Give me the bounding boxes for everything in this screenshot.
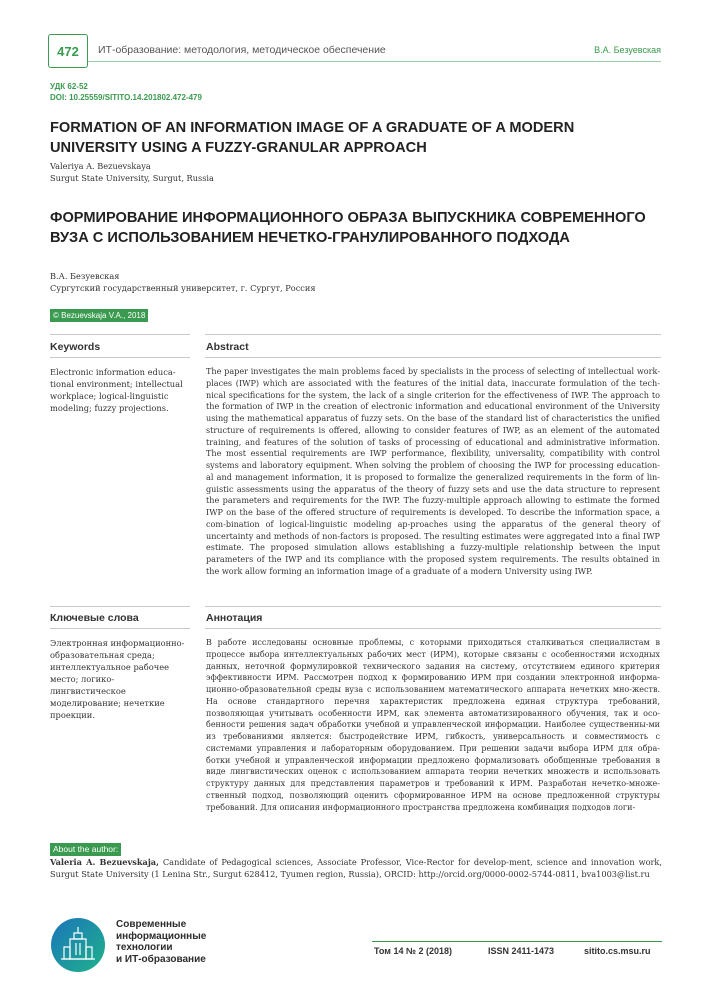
keywords-ru-text: Электронная информационно-образовательная среда; интеллектуальное рабочее место; логико-лингвистическое моделирование; нечеткие проекции. [50, 638, 185, 720]
annotation-heading: Аннотация [206, 612, 263, 624]
abstract-rule-top [205, 334, 661, 335]
copyright-badge: © Bezuevskaja V.A., 2018 [50, 309, 148, 322]
title-russian: ФОРМИРОВАНИЕ ИНФОРМАЦИОННОГО ОБРАЗА ВЫПУСКНИКА СОВРЕМЕННОГО ВУЗА С ИСПОЛЬЗОВАНИЕМ НЕЧЕТКО-ГРАНУЛИРОВАННОГО ПОДХОДА [50, 210, 646, 246]
page-number-badge: 472 [48, 34, 88, 68]
about-author-name: Valeria A. Bezuevskaja, [50, 857, 159, 867]
abstract-text: The paper investigates the main problems faced by specialists in the process of selecting of intellectual work-places (IWP) which are associated with the features of the initial data, inaccurate formulation of the tech-nical specifications for the system, the lack of a single criterion for the effectiveness of IWP. The approach to the formation of IWP in the creation of electronic information and educational environment of the University using the mathematical apparatus of fuzzy sets. On the base of the standard list of characteristics the unified structure of requirements is offered, allowing to consider features of IWP, as an element of the automated training, and features of the solution of tasks of processing of educational and administrative information. The most essential requirements are IWP performance, flexibility, universality, compatibility with control systems and laboratory equipment. When solving the problem of choosing the IWP for processing education-al and management information, it is proposed to formalize the generalized requirements in the form of lin-guistic assessments using the apparatus of the theory of fuzzy sets and use the data structure to represent the parameters and requirements for the IWP. The fuzzy-multiple approach allowing to estimate the formed IWP on the base of the offered structure of requirements is developed. To describe the information space, a com-bination of logical-linguistic modeling ap-proaches using the apparatus of the general theory of uncertainty and methods of non-factors is proposed. The resulting estimates were aggregated into a final IWP estimate. The proposed simulation allows establishing a fuzzy-multiple relationship between the input parameters of the IWP and its compliance with the proposed system requirements. The results obtained in the work allow forming an information image of a graduate of a modern University using IWP. [206, 366, 660, 576]
affiliation-russian: Сургутский государственный университет, г. Сургут, Россия [50, 283, 316, 293]
about-author-label: About the author: [50, 843, 121, 856]
byline-russian [50, 270, 316, 294]
keywords-text: Electronic information educa-tional environment; intellectual workplace; logical-linguistic modeling; fuzzy projections. [50, 367, 183, 413]
about-author-text [50, 856, 662, 880]
affiliation-english: Surgut State University, Surgut, Russia [50, 173, 214, 183]
byline-english [50, 160, 214, 184]
footer-org-line-1: Современные [116, 919, 187, 930]
journal-title: ИТ-образование: методология, методическое обеспечение [98, 44, 386, 56]
udc-doi-block [50, 81, 202, 103]
journal-logo-icon [50, 917, 106, 973]
abstract-heading: Abstract [206, 341, 249, 353]
header-author: В.А. Безуевская [594, 45, 661, 55]
annotation-rule-bottom [205, 628, 661, 629]
footer-org-line-3: технологии [116, 942, 173, 953]
keywords-ru-rule-top [50, 606, 190, 607]
doi: DOI: 10.25559/SITITO.14.201802.472-479 [50, 93, 202, 102]
annotation-text: В работе исследованы основные проблемы, с которыми приходиться сталкиваться специалистам в процессе выбора интеллектуальных рабочих мест (ИРМ), которые связаны с особенностями исходных данных, неточной формулировкой технического задания на систему, отсутствием единого критерия эффективности ИРМ. Рассмотрен подход к формированию ИРМ при создании электронной информа-ционно-образовательной среды вуза с использованием математического аппарата нечетких мно-жеств. На основе стандартного перечня характеристик предложена единая структура требований, позволяющая учитывать особенности ИРМ, как элемента автоматизированного обучения, так и осо-бенности решения задач обработки учебной и управленческой информации. Наиболее существенны-ми из требованиями является: быстродействие ИРМ, гибкость, универсальность и совместимость с системами управления и лабораторным оборудованием. При решении задачи выбора ИРМ для обра-ботки учебной и управленческой информации предложено формализовать обобщенные требования в виде лингвистических оценок с использованием аппарата теории нечетких множеств и использовать структуру данных для представления параметров и требований к ИРМ. Разработан нечетко-множе-ственный подход, позволяющий оценить сформированное ИРМ на основе предложенной структуры требований. Для описания информационного пространства предложена комбинация подходов логи- [206, 638, 660, 812]
footer-organization [116, 919, 206, 965]
abstract-rule-bottom [205, 357, 661, 358]
title-english: FORMATION OF AN INFORMATION IMAGE OF A GRADUATE OF A MODERN UNIVERSITY USING A FUZZY-GRANULAR APPROACH [50, 120, 575, 156]
annotation-rule-top [205, 606, 661, 607]
about-author-details: Candidate of Pedagogical sciences, Associate Professor, Vice-Rector for develop-ment, science and innovation work, Surgut State University (1 Lenina Str., Surgut 628412, Tyumen region, Russia), ORCID: http://orcid.org/0000-0002-5744-0811, bva1003@list.ru [50, 857, 662, 879]
footer-volume: Том 14 № 2 (2018) [374, 946, 453, 956]
footer-site-link[interactable]: sitito.cs.msu.ru [584, 946, 651, 956]
keywords-ru-heading: Ключевые слова [50, 612, 139, 624]
udc-code: УДК 62-52 [50, 82, 88, 91]
footer-issn: ISSN 2411-1473 [488, 946, 555, 956]
footer-org-line-4: и ИТ-образование [116, 953, 206, 965]
header-divider [88, 61, 661, 62]
author-name-russian: В.А. Безуевская [50, 271, 120, 281]
keywords-ru-rule-bottom [50, 628, 190, 629]
keywords-rule-bottom [50, 357, 190, 358]
keywords-rule-top [50, 334, 190, 335]
keywords-heading: Keywords [50, 341, 101, 353]
footer-divider [372, 941, 662, 942]
footer-org-line-2: информационные [116, 930, 207, 942]
author-name-english: Valeriya A. Bezuevskaya [50, 161, 151, 171]
